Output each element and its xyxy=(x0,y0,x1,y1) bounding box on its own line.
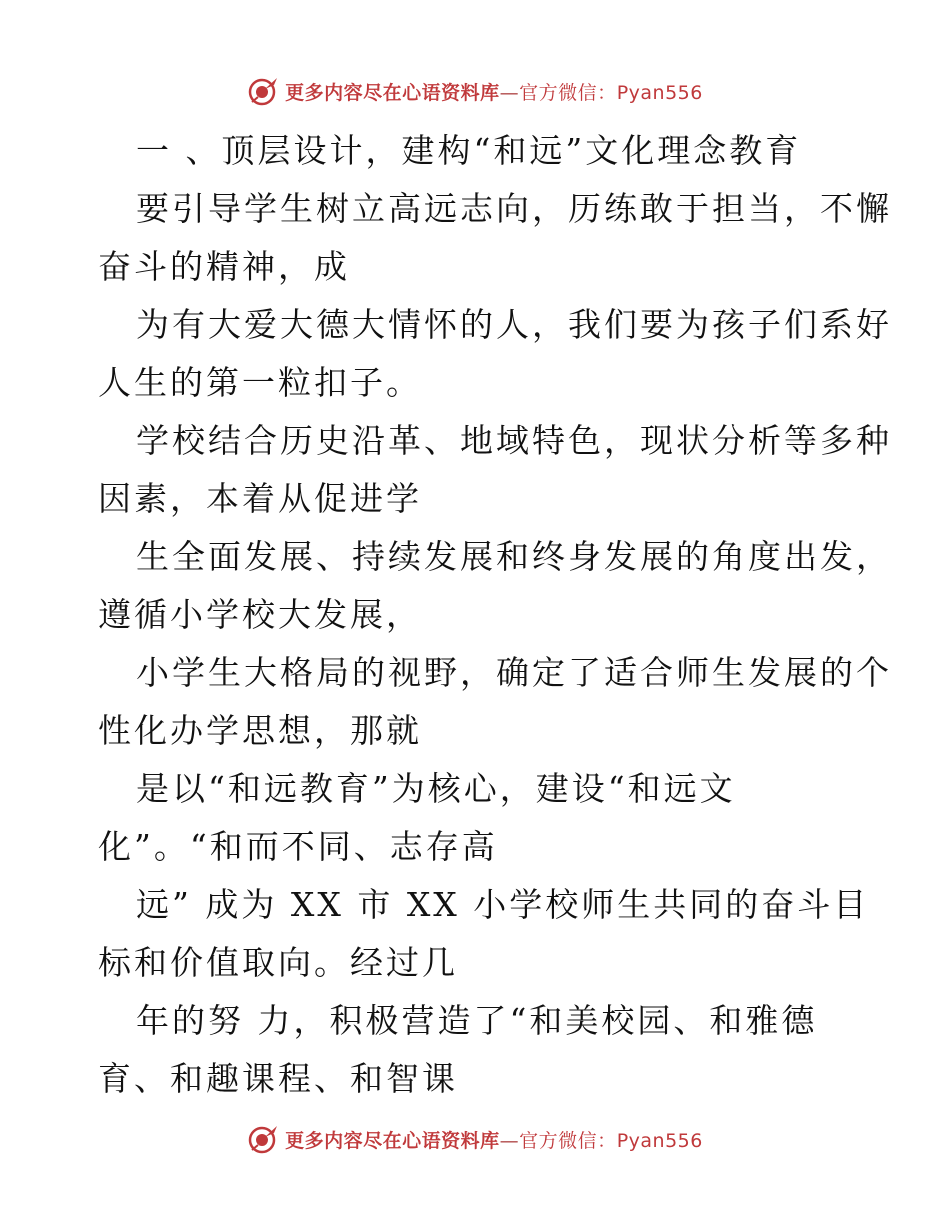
text-line: 化”。“和而不同、志存高 xyxy=(98,827,498,866)
watermark-main: 更多内容尽在心语资料库 xyxy=(285,81,500,104)
text-line: 是以“和远教育”为核心，建设“和远文 xyxy=(136,769,736,808)
watermark-logo-icon xyxy=(247,1123,279,1155)
text-line: 小学生大格局的视野，确定了适合师生发展的个 xyxy=(136,653,892,692)
text-line: 生全面发展、持续发展和终身发展的角度出发， xyxy=(136,537,892,576)
text-line: 要引导学生树立高远志向，历练敢于担当，不懈 xyxy=(136,189,892,228)
watermark-footer xyxy=(0,1121,950,1157)
text-line: 育、和趣课程、和智课 xyxy=(98,1059,458,1098)
watermark-text xyxy=(285,1126,703,1153)
watermark-separator: — xyxy=(499,81,520,104)
watermark-id: Pyan556 xyxy=(616,1129,703,1152)
text-line: 为有大爱大德大情怀的人，我们要为孩子们系好 xyxy=(136,305,892,344)
text-line: 学校结合历史沿革、地域特色，现状分析等多种 xyxy=(136,421,892,460)
text-line: 遵循小学校大发展， xyxy=(98,595,422,634)
text-line: 人生的第一粒扣子。 xyxy=(98,363,422,402)
watermark-separator: — xyxy=(499,1129,520,1152)
watermark-id: Pyan556 xyxy=(616,81,703,104)
watermark-text xyxy=(285,78,703,105)
watermark-main: 更多内容尽在心语资料库 xyxy=(285,1129,500,1152)
text-line: 年的努 力，积极营造了“和美校园、和雅德 xyxy=(136,1001,818,1040)
heading-line: 一 、顶层设计，建构“和远”文化理念教育 xyxy=(136,131,802,170)
text-line: 远” 成为 XX 市 XX 小学校师生共同的奋斗目 xyxy=(136,885,870,924)
watermark-logo-icon xyxy=(247,75,279,107)
watermark-label: 官方微信： xyxy=(519,81,617,104)
text-line: 标和价值取向。经过几 xyxy=(98,943,458,982)
text-line: 性化办学思想，那就 xyxy=(98,711,422,750)
text-line: 奋斗的精神，成 xyxy=(98,247,350,286)
watermark-label: 官方微信： xyxy=(519,1129,617,1152)
text-line: 因素，本着从促进学 xyxy=(98,479,422,518)
watermark-header xyxy=(0,73,950,109)
